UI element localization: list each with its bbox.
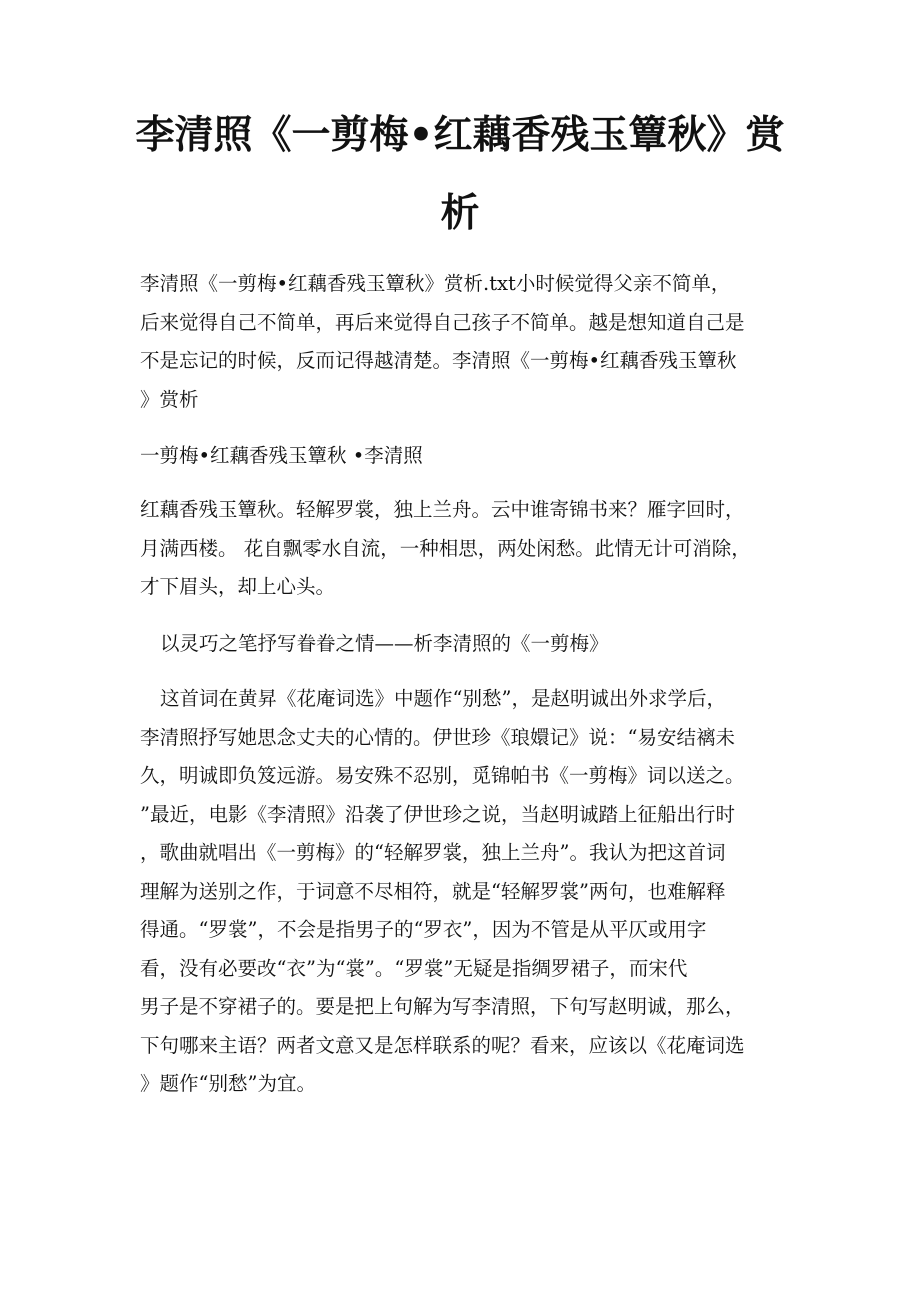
text-line: 得通。“罗裳”，不会是指男子的“罗衣”，因为不管是从平仄或用字 — [140, 918, 707, 941]
text-line: 后来觉得自己不简单，再后来觉得自己孩子不简单。越是想知道自己是 — [140, 310, 745, 334]
text-line: 不是忘记的时候，反而记得越清楚。李清照《一剪梅•红藕香残玉簟秋 — [140, 349, 737, 372]
essay-paragraph — [140, 680, 782, 1104]
text-line: 才下眉头，却上心头。 — [140, 575, 336, 598]
title-line-1: 李清照《一剪梅•红藕香残玉簟秋》赏 — [135, 113, 785, 158]
text-line: 红藕香残玉簟秋。轻解罗裳，独上兰舟。云中谁寄锦书来？雁字回时， — [140, 498, 745, 521]
text-line: 》题作“别愁”为宜。 — [140, 1072, 316, 1095]
essay-subtitle — [140, 625, 802, 664]
text-line: 看，没有必要改“衣”为“裳”。“罗裳”无疑是指绸罗裙子，而宋代 — [140, 956, 688, 980]
text-line: 李清照《一剪梅•红藕香残玉簟秋》赏析.txt小时候觉得父亲不简单， — [140, 272, 731, 295]
text-line: 男子是不穿裙子的。要是把上句解为写李清照，下句写赵明诚，那么， — [140, 995, 745, 1018]
text-line: 下句哪来主语？两者文意又是怎样联系的呢？看来，应该以《花庵词选 — [140, 1033, 745, 1057]
text-line: 以灵巧之笔抒写眷眷之情——析李清照的《一剪梅》 — [160, 632, 609, 655]
poem-text — [140, 491, 782, 607]
text-line: 》赏析 — [140, 387, 199, 411]
text-line: 久，明诚即负笈远游。易安殊不忍别，觅锦帕书《一剪梅》词以送之。 — [140, 764, 745, 787]
text-line: ”最近，电影《李清照》沿袭了伊世珍之说，当赵明诚踏上征船出行时 — [140, 802, 735, 826]
intro-paragraph — [140, 265, 782, 419]
text-line: 理解为送别之作，于词意不尽相符，就是“轻解罗裳”两句，也难解释 — [140, 879, 726, 903]
text-line: ，歌曲就唱出《一剪梅》的“轻解罗裳，独上兰舟”。我认为把这首词 — [140, 841, 726, 864]
text-line: 月满西楼。 花自飘零水自流，一种相思，两处闲愁。此情无计可消除， — [140, 536, 751, 560]
document-title — [120, 97, 800, 253]
title-line-2: 析 — [440, 191, 480, 236]
text-line: 这首词在黄昇《花庵词选》中题作“别愁”，是赵明诚出外求学后， — [160, 687, 726, 710]
text-line: 一剪梅•红藕香残玉簟秋 •李清照 — [140, 444, 423, 467]
text-line: 李清照抒写她思念丈夫的心情的。伊世珍《琅嬛记》说：“易安结褵未 — [140, 725, 735, 749]
poem-heading — [140, 437, 782, 476]
